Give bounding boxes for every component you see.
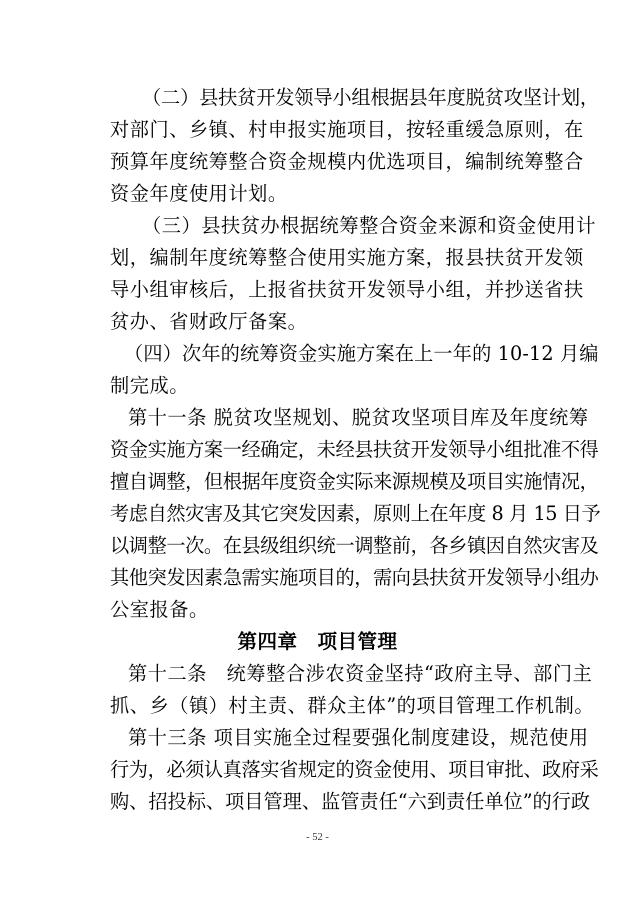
paragraph-line: 导小组审核后，上报省扶贫开发领导小组，并抄送省扶 bbox=[110, 278, 584, 301]
page-number: - 52 - bbox=[306, 832, 329, 843]
paragraph-line: 对部门、乡镇、村申报实施项目，按轻重缓急原则，在 bbox=[110, 118, 584, 141]
paragraph-line: 第十二条 统筹整合涉农资金坚持“政府主导、部门主 bbox=[128, 662, 593, 685]
paragraph-line: 资金实施方案一经确定，未经县扶贫开发领导小组批准不得 bbox=[110, 438, 599, 461]
paragraph-line: （二）县扶贫开发领导小组根据县年度脱贫攻坚计划， bbox=[142, 86, 599, 109]
paragraph-line: 考虑自然灾害及其它突发因素，原则上在年度 8 月 15 日予 bbox=[110, 502, 601, 525]
paragraph-line: 贫办、省财政厅备案。 bbox=[110, 310, 308, 333]
paragraph-line: 划，编制年度统筹整合使用实施方案，报县扶贫开发领 bbox=[110, 246, 584, 269]
paragraph-line: （三）县扶贫办根据统筹整合资金来源和资金使用计 bbox=[142, 214, 596, 237]
paragraph-line: 预算年度统筹整合资金规模内优选项目，编制统筹整合 bbox=[110, 150, 584, 173]
paragraph-line: （四）次年的统筹资金实施方案在上一年的 10-12 月编 bbox=[124, 342, 599, 365]
paragraph-line: 以调整一次。在县级组织统一调整前，各乡镇因自然灾害及 bbox=[110, 534, 599, 557]
paragraph-line: 第十一条 脱贫攻坚规划、脱贫攻坚项目库及年度统筹 bbox=[128, 406, 589, 429]
paragraph-line: 第十三条 项目实施全过程要强化制度建设，规范使用 bbox=[128, 726, 589, 749]
paragraph-line: 其他突发因素急需实施项目的，需向县扶贫开发领导小组办 bbox=[110, 566, 599, 589]
paragraph-line: 公室报备。 bbox=[110, 598, 209, 621]
chapter-heading: 第四章 项目管理 bbox=[237, 630, 398, 653]
paragraph-line: 擅自调整，但根据年度资金实际来源规模及项目实施情况， bbox=[110, 470, 599, 493]
paragraph-line: 购、招投标、项目管理、监管责任“六到责任单位”的行政 bbox=[110, 790, 591, 813]
paragraph-line: 制完成。 bbox=[110, 374, 189, 397]
paragraph-line: 行为，必须认真落实省规定的资金使用、项目审批、政府采 bbox=[110, 758, 599, 781]
paragraph-line: 资金年度使用计划。 bbox=[110, 182, 288, 205]
paragraph-line: 抓、乡（镇）村主责、群众主体”的项目管理工作机制。 bbox=[110, 694, 595, 717]
